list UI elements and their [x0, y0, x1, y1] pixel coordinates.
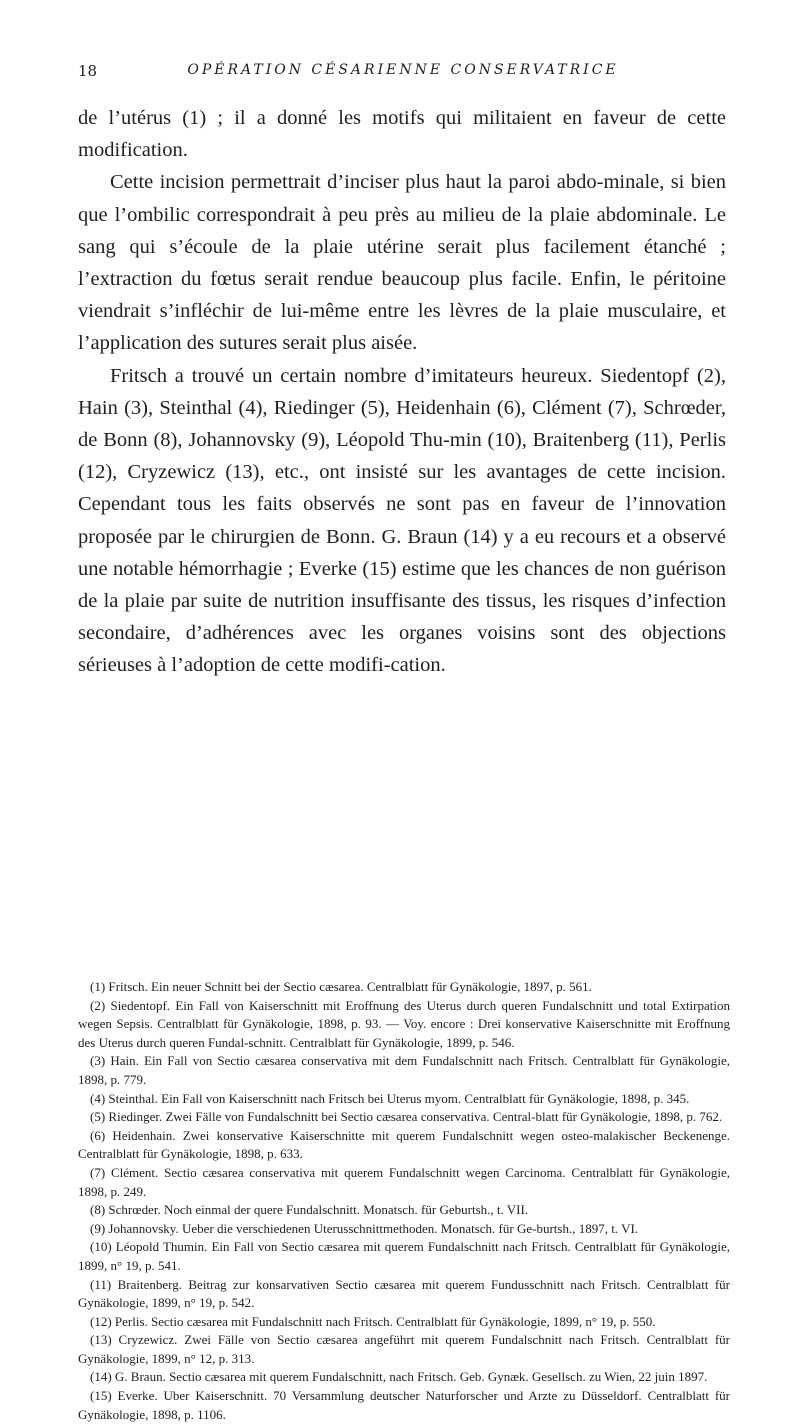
- page-number: 18: [78, 62, 98, 80]
- footnote-8: (8) Schrœder. Noch einmal der quere Fundalschnitt. Monatsch. für Geburtsh., t. VII.: [90, 1202, 529, 1218]
- footnote-2: (2) Siedentopf. Ein Fall von Kaiserschnitt mit Eroffnung des Uterus durch queren Fundalschnitt und total Extirpation wegen Sepsis. Centralblatt für Gynäkologie, 1898, p. 93. — Voy. encore : Drei konservative Kaiserschnitte mit Eroffnung des Uterus durch queren Fundal-schnitt. Centralblatt für Gynäkologie, 1899, p. 546.: [78, 997, 730, 1050]
- footnote-1: (1) Fritsch. Ein neuer Schnitt bei der Sectio cæsarea. Centralblatt für Gynäkologie, 1897, p. 561.: [90, 979, 592, 994]
- page-header: [78, 62, 728, 88]
- footnote-4: (4) Steinthal. Ein Fall von Kaiserschnitt nach Fritsch bei Uterus myom. Centralblatt für Gynäkologie, 1898, p. 345.: [90, 1090, 690, 1106]
- footnote-13: (13) Cryzewicz. Zwei Fälle von Sectio cæsarea angeführt mit querem Fundalschnitt nach Fritsch. Centralblatt für Gynäkologie, 1899, n° 12, p. 313.: [78, 1332, 730, 1366]
- paragraph-3: Fritsch a trouvé un certain nombre d’imitateurs heureux. Siedentopf (2), Hain (3), Steinthal (4), Riedinger (5), Heidenhain (6), Clément (7), Schrœder, de Bonn (8), Johannovsky (9), Léopold Thu-min (10), Braitenberg (11), Perlis (12), Cryzewicz (13), etc., ont insisté sur les avantages de cette incision. Cependant tous les faits observés ne sont pas en faveur de l’innovation proposée par le chirurgien de Bonn. G. Braun (14) y a eu recours et a observé une notable hémorrhagie ; Everke (15) estime que les chances de non guérison de la plaie par suite de nutrition insuffisante des tissus, les risques d’infection secondaire, d’adhérences avec les organes voisins sont des objections sérieuses à l’adoption de cette modifi-cation.: [78, 364, 726, 677]
- body-text: [78, 102, 726, 682]
- footnote-10: (10) Léopold Thumin. Ein Fall von Sectio cæsarea mit querem Fundalschnitt nach Fritsch. Centralblatt für Gynäkologie, 1899, n° 19, p. 541.: [78, 1239, 730, 1273]
- footnote-11: (11) Braitenberg. Beitrag zur konsarvativen Sectio cæsarea mit querem Fundusschnitt nach Fritsch. Centralblatt für Gynäkologie, 1899, n° 19, p. 542.: [78, 1276, 730, 1311]
- footnote-5: (5) Riedinger. Zwei Fälle von Fundalschnitt bei Sectio cæsarea conservativa. Central-blatt für Gynäkologie, 1898, p. 762.: [90, 1109, 723, 1125]
- footnote-12: (12) Perlis. Sectio cæsarea mit Fundalschnitt nach Fritsch. Centralblatt für Gynäkologie, 1899, n° 19, p. 550.: [90, 1313, 656, 1329]
- footnotes: [78, 978, 730, 1424]
- footnote-6: (6) Heidenhain. Zwei konservative Kaiserschnitte mit querem Fundalschnitt wegen osteo-malakischer Beckenenge. Centralblatt für Gynäkologie, 1898, p. 633.: [78, 1127, 730, 1162]
- footnote-7: (7) Clément. Sectio cæsarea conservativa mit querem Fundalschnitt wegen Carcinoma. Centralblatt für Gynäkologie, 1898, p. 249.: [78, 1164, 730, 1199]
- running-title: OPÉRATION CÉSARIENNE CONSERVATRICE: [187, 62, 619, 78]
- paragraph-2: Cette incision permettrait d’inciser plus haut la paroi abdo-minale, si bien que l’ombilic correspondrait à peu près au milieu de la plaie abdominale. Le sang qui s’écoule de la plaie utérine serait plus facilement étanché ; l’extraction du fœtus serait rendue beaucoup plus facile. Enfin, le péritoine viendrait s’infléchir de lui-même entre les lèvres de la plaie musculaire, et l’application des sutures serait plus aisée.: [78, 171, 726, 355]
- footnote-15: (15) Everke. Uber Kaiserschnitt. 70 Versammlung deutscher Naturforscher und Arzte zu Düsseldorf. Centralblatt für Gynäkologie, 1898, p. 1106.: [78, 1388, 730, 1422]
- paragraph-1: de l’utérus (1) ; il a donné les motifs qui militaient en faveur de cette modification.: [78, 107, 726, 162]
- footnote-9: (9) Johannovsky. Ueber die verschiedenen Uterusschnittmethoden. Monatsch. für Ge-burtsh., 1897, t. VI.: [90, 1220, 639, 1236]
- footnote-3: (3) Hain. Ein Fall von Sectio cæsarea conservativa mit dem Fundalschnitt nach Fritsch. Centralblatt für Gynäkologie, 1898, p. 779.: [78, 1053, 730, 1087]
- footnote-14: (14) G. Braun. Sectio cæsarea mit querem Fundalschnitt, nach Fritsch. Geb. Gynæk. Gesellsch. zu Wien, 22 juin 1897.: [90, 1369, 708, 1385]
